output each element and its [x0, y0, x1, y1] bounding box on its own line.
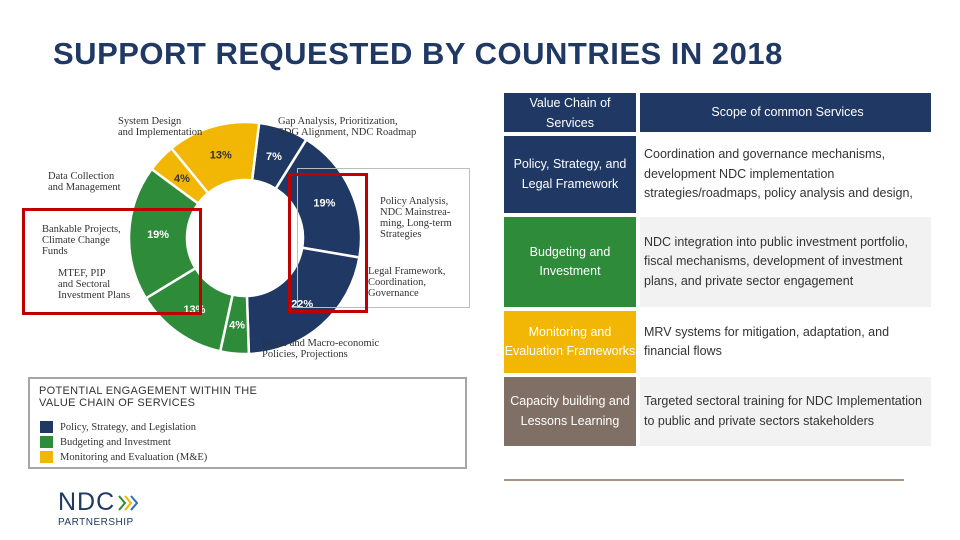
callout-gap-analysis: Gap Analysis, Prioritization, SDG Alignment, NDC Roadmap: [278, 116, 417, 138]
callout-data-collection: Data Collection and Management: [48, 171, 121, 193]
table-header-row: [504, 93, 931, 132]
table-row: [504, 136, 931, 213]
row-label-budgeting: Budgeting and Investment: [504, 217, 636, 307]
legend-item-budgeting: [40, 435, 171, 449]
legend-item-policy: [40, 420, 196, 434]
legend-label: Policy, Strategy, and Legislation: [60, 421, 196, 433]
row-scope-budgeting: NDC integration into public investment portfolio, fiscal mechanisms, development of investment plans, and private sector engagement: [640, 217, 931, 307]
policy-highlight-box: [288, 173, 368, 313]
budgeting-highlight-box: [22, 208, 202, 315]
row-label-policy: Policy, Strategy, and Legal Framework: [504, 136, 636, 213]
callout-legal-framework: Legal Framework, Coordination, Governance: [368, 266, 446, 299]
legend-label: Monitoring and Evaluation (M&E): [60, 451, 208, 463]
chevrons-icon: [117, 493, 143, 513]
callout-system-design: System Design and Implementation: [118, 116, 203, 138]
legend-item-monitoring: [40, 450, 207, 464]
row-scope-capacity: Targeted sectoral training for NDC Implementation to public and private sectors stakeholders: [640, 377, 931, 446]
table-header-scope: Scope of common Services: [640, 93, 931, 132]
row-label-monitoring: Monitoring and Evaluation Frameworks: [504, 311, 636, 373]
legend: [28, 377, 467, 469]
slice-percent-label: 13%: [183, 303, 206, 316]
table-row: [504, 311, 931, 373]
slice-percent-label: 7%: [266, 150, 282, 163]
logo-wordmark: [58, 490, 143, 515]
callout-bankable-projects: Bankable Projects, Climate Change Funds: [42, 224, 121, 257]
row-scope-policy: Coordination and governance mechanisms, development NDC implementation strategies/roadmaps, policy analysis and design,: [644, 147, 913, 201]
callout-policy-analysis: Policy Analysis, NDC Mainstrea- ming, Long-term Strategies: [380, 196, 452, 240]
divider-line: [504, 479, 904, 481]
row-label-capacity: Capacity building and Lessons Learning: [504, 377, 636, 446]
callout-mtef: MTEF, PIP and Sectoral Investment Plans: [58, 268, 131, 301]
slice-percent-label: 19%: [313, 197, 336, 210]
slide-title: SUPPORT REQUESTED BY COUNTRIES IN 2018: [53, 36, 783, 71]
row-scope-monitoring: MRV systems for mitigation, adaptation, and financial flows: [644, 324, 890, 358]
logo-text: NDC: [58, 488, 116, 516]
callout-fiscal: Fiscal and Macro-economic Policies, Projections: [262, 338, 380, 360]
legend-swatch: [40, 421, 53, 433]
legend-label: Budgeting and Investment: [60, 436, 171, 448]
slice-percent-label: 19%: [147, 229, 170, 242]
logo-subtitle: PARTNERSHIP: [58, 517, 134, 528]
slice-percent-label: 4%: [173, 173, 190, 186]
table-header-value-chain: Value Chain of Services: [504, 93, 636, 132]
ndc-partnership-logo: [58, 490, 143, 528]
slice-percent-label: 22%: [291, 298, 314, 311]
table-row: [504, 377, 931, 446]
slice-percent-label: 13%: [209, 149, 232, 162]
slice-percent-label: 4%: [229, 319, 246, 332]
legend-swatch: [40, 451, 53, 463]
legend-title: POTENTIAL ENGAGEMENT WITHIN THE VALUE CHAIN OF SERVICES: [39, 385, 258, 409]
table-row: [504, 217, 931, 307]
legend-swatch: [40, 436, 53, 448]
